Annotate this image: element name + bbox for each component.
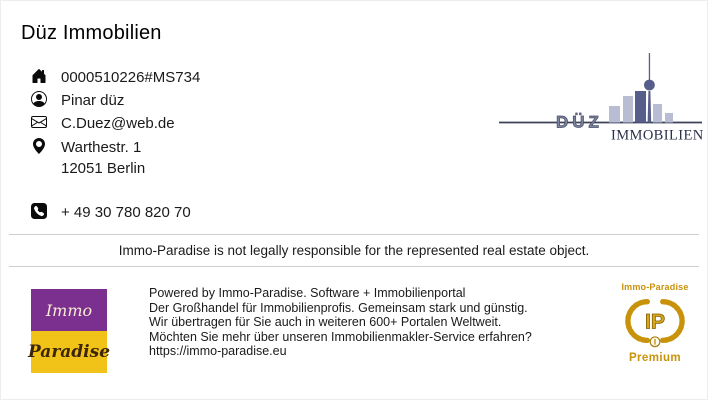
immo-paradise-logo-bottom	[27, 331, 111, 373]
envelope-icon	[31, 114, 47, 130]
immo-paradise-logo	[27, 289, 111, 373]
phone-value[interactable]: + 49 30 780 820 70	[61, 204, 191, 221]
house-icon	[31, 68, 47, 84]
footer-line-2: Der Großhandel für Immobilienprofis. Gemeinsam stark und günstig.	[149, 300, 528, 315]
email-value[interactable]: C.Duez@web.de	[61, 115, 175, 132]
badge-premium-label: Premium	[628, 352, 681, 364]
footer-line-3: Wir übertragen für Sie auch in weiteren 600+ Portalen Weltweit.	[149, 315, 502, 330]
object-id-row	[31, 67, 200, 88]
address-value	[61, 137, 145, 179]
logo-wordmark-sub: IMMOBILIEN	[611, 127, 704, 143]
address-row	[31, 137, 145, 179]
page-title: Düz Immobilien	[21, 22, 162, 44]
badge-brand-label: Immo-Paradise	[621, 282, 689, 292]
address-line1: Warthestr. 1	[61, 139, 142, 156]
location-pin-icon	[31, 138, 47, 154]
email-row	[31, 113, 175, 134]
disclaimer-band	[9, 234, 699, 267]
contact-name-value: Pinar düz	[61, 92, 125, 109]
disclaimer-text: Immo-Paradise is not legally responsible for the represented real estate object.	[118, 243, 590, 258]
phone-icon	[31, 203, 47, 219]
immo-label: Immo	[45, 300, 93, 320]
company-logo	[496, 43, 706, 143]
tv-tower-icon	[648, 91, 652, 123]
object-id-value: 0000510226#MS734	[61, 69, 201, 86]
footer-text-block	[149, 286, 589, 359]
paradise-label: Paradise	[27, 342, 111, 362]
footer-line-4: Möchten Sie mehr über unseren Immobilienmakler-Service erfahren?	[149, 329, 532, 344]
laurel-wreath-icon	[624, 292, 686, 350]
immo-paradise-logo-top	[31, 289, 107, 331]
premium-badge	[609, 282, 701, 364]
badge-monogram: IP	[644, 309, 666, 334]
contact-name-row	[31, 90, 124, 111]
footer-link[interactable]: https://immo-paradise.eu	[149, 344, 287, 359]
address-line2: 12051 Berlin	[61, 160, 146, 177]
logo-wordmark: DÜZ	[556, 112, 603, 132]
phone-row	[31, 202, 191, 223]
person-icon	[31, 91, 47, 107]
footer-line-1: Powered by Immo-Paradise. Software + Immobilienportal	[149, 286, 466, 300]
